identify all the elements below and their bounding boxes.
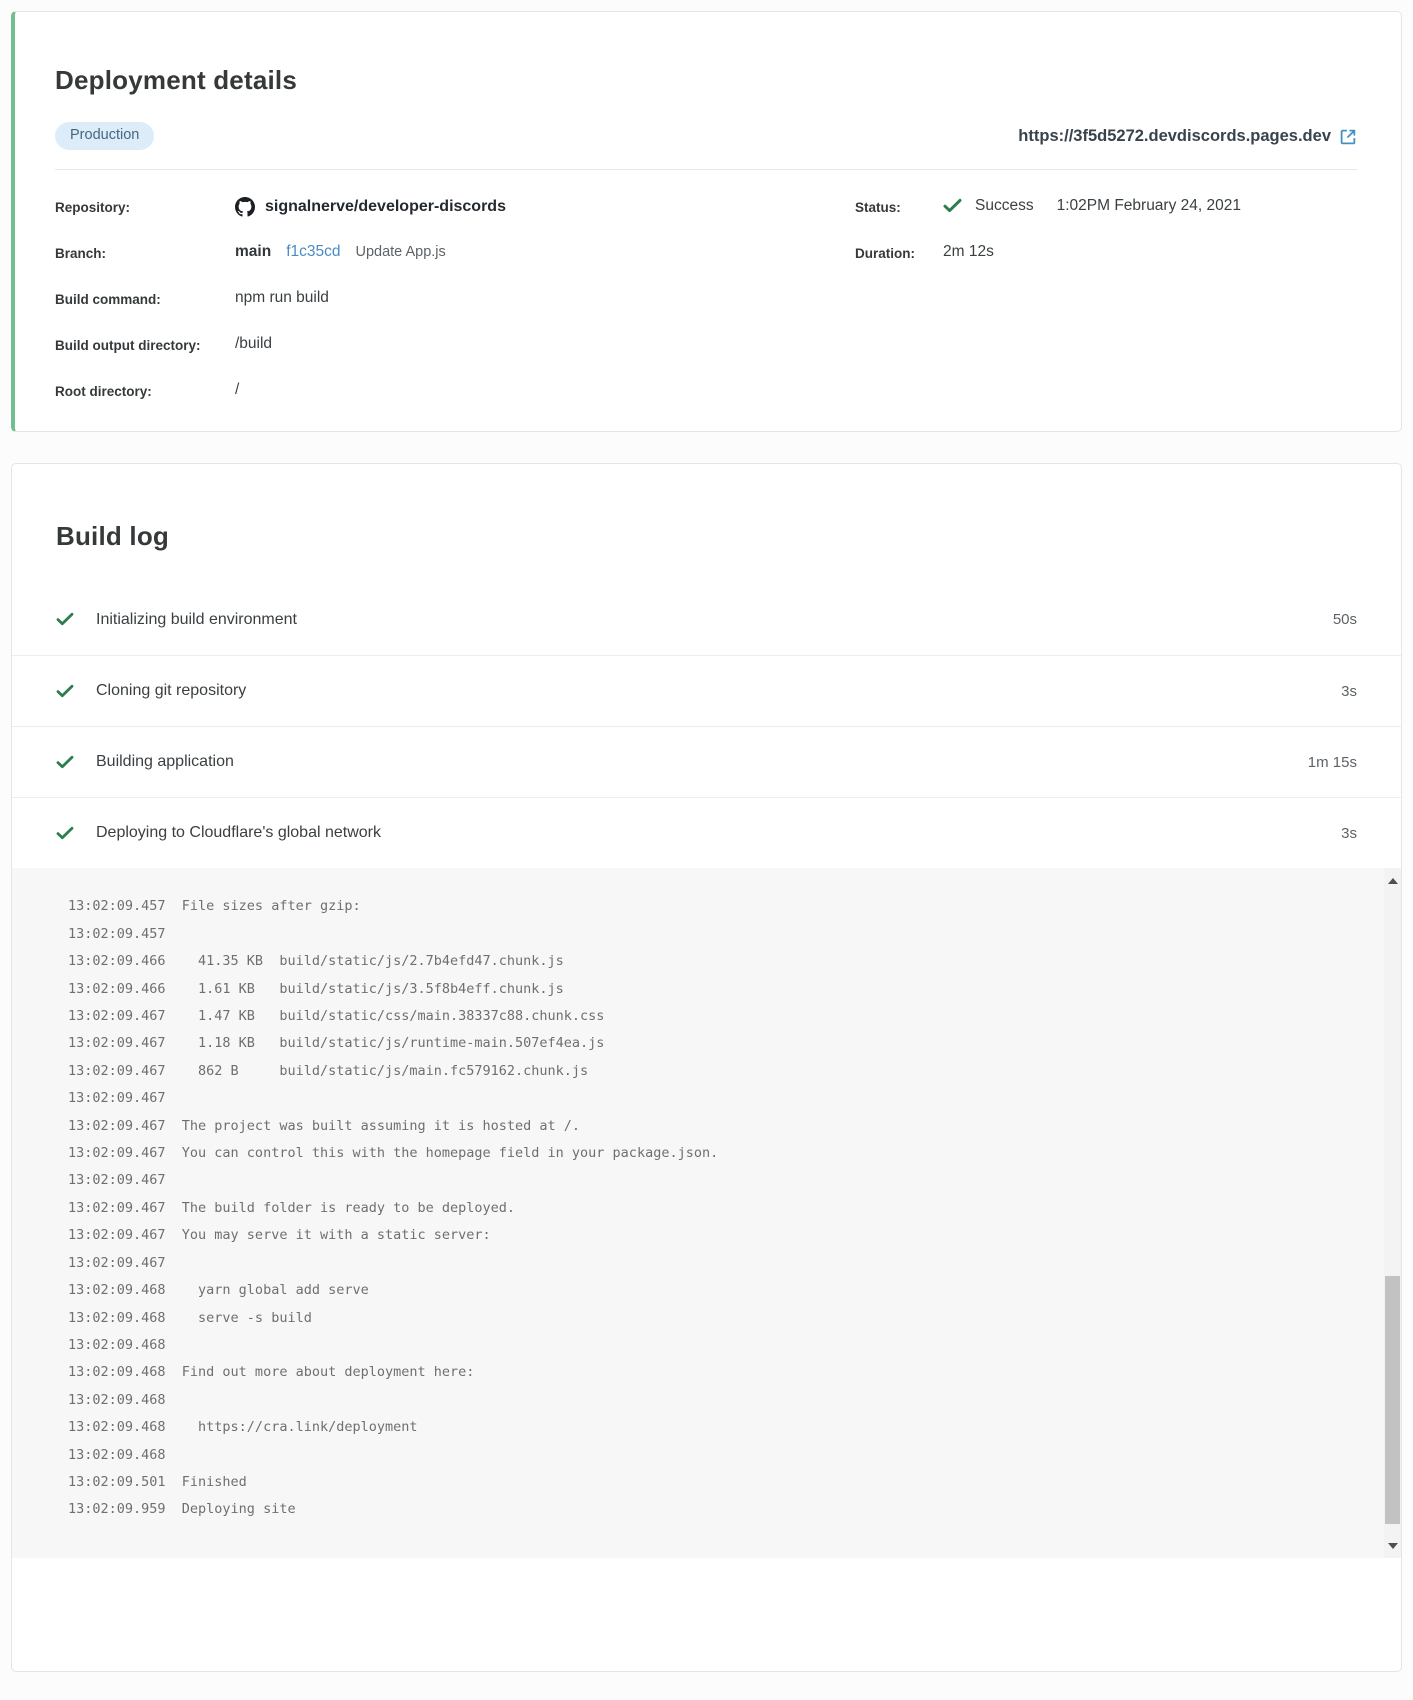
log-line: 13:02:09.467 [68,1172,166,1189]
status-row [855,197,1357,243]
build-output-directory-value: /build [235,334,273,352]
duration-row [855,243,1357,289]
branch-label: Branch: [55,245,107,261]
repository-row [55,197,855,243]
repository-name: signalnerve/developer-discords [265,197,506,215]
log-line: 13:02:09.467 You can control this with the homepage field in your package.json. [68,1145,719,1162]
scrollbar-up-arrow-icon[interactable] [1384,872,1401,889]
log-line: 13:02:09.468 [68,1391,166,1408]
repository-value [235,197,506,217]
log-line: 13:02:09.467 862 B build/static/js/main.fc579162.chunk.js [68,1062,589,1079]
build-output-directory-row [55,335,855,381]
step-check-icon [56,755,75,770]
deployment-detail-grid [55,197,1357,427]
step-label: Cloning git repository [96,682,247,700]
log-line: 13:02:09.467 1.18 KB build/static/js/runtime-main.507ef4ea.js [68,1035,605,1052]
log-line: 13:02:09.467 [68,1090,166,1107]
status-label: Status: [855,199,901,215]
step-check-icon [56,612,75,627]
build-log-lines [68,893,1341,1523]
deployment-fields-right [855,197,1357,427]
root-directory-value: / [235,380,240,398]
repository-label: Repository: [55,199,131,215]
scrollbar-down-arrow-icon[interactable] [1384,1537,1401,1554]
status-timestamp: 1:02PM February 24, 2021 [1056,196,1241,214]
build-step-row[interactable] [12,726,1401,797]
log-line: 13:02:09.467 [68,1254,166,1271]
log-line: 13:02:09.468 https://cra.link/deployment [68,1419,418,1436]
log-line: 13:02:09.959 Deploying site [68,1501,296,1518]
step-duration: 3s [1341,824,1357,842]
build-step-row[interactable] [12,797,1401,868]
build-command-value: npm run build [235,288,329,306]
log-line: 13:02:09.466 41.35 KB build/static/js/2.7b4efd47.chunk.js [68,953,564,970]
step-duration: 1m 15s [1307,753,1357,771]
commit-message: Update App.js [355,243,446,260]
build-command-row [55,289,855,335]
log-line: 13:02:09.468 [68,1336,166,1353]
deployment-details-card [11,11,1402,432]
branch-name: main [235,242,272,260]
step-duration: 3s [1341,682,1357,700]
step-check-icon [56,684,75,699]
log-line: 13:02:09.467 The build folder is ready to be deployed. [68,1199,516,1216]
status-text: Success [975,196,1034,214]
log-scrollbar[interactable] [1384,868,1401,1558]
log-line: 13:02:09.467 You may serve it with a static server: [68,1227,491,1244]
duration-label: Duration: [855,245,915,261]
scrollbar-thumb[interactable] [1385,1276,1400,1524]
branch-value [235,243,446,261]
branch-row [55,243,855,289]
external-link-icon [1340,128,1357,145]
root-directory-label: Root directory: [55,383,152,399]
log-line: 13:02:09.468 Find out more about deployment here: [68,1364,475,1381]
build-log-console[interactable] [12,868,1401,1558]
commit-hash-link[interactable]: f1c35cd [286,242,341,260]
log-line: 13:02:09.466 1.61 KB build/static/js/3.5f8b4eff.chunk.js [68,980,564,997]
log-line: 13:02:09.468 [68,1446,166,1463]
deployment-url-text: https://3f5d5272.devdiscords.pages.dev [1018,126,1331,145]
status-value [943,197,1241,215]
log-line: 13:02:09.457 File sizes after gzip: [68,898,361,915]
duration-value: 2m 12s [943,242,994,260]
deployment-url-link[interactable] [1018,127,1357,146]
build-command-label: Build command: [55,291,161,307]
deployment-divider [55,169,1357,170]
deployment-details-title: Deployment details [55,65,297,96]
deployment-meta-row [55,122,1357,150]
log-line: 13:02:09.468 serve -s build [68,1309,312,1326]
log-line: 13:02:09.467 1.47 KB build/static/css/main.38337c88.chunk.css [68,1008,605,1025]
step-check-icon [56,826,75,841]
log-line: 13:02:09.501 Finished [68,1473,247,1490]
build-step-row[interactable] [12,655,1401,726]
success-check-icon [943,198,962,213]
build-log-title: Build log [56,521,169,552]
github-icon [235,197,255,217]
build-steps-list [12,584,1401,868]
environment-badge: Production [55,122,154,150]
step-label: Building application [96,753,234,771]
step-label: Initializing build environment [96,610,297,628]
build-step-row[interactable] [12,584,1401,655]
log-line: 13:02:09.467 The project was built assuming it is hosted at /. [68,1117,581,1134]
step-duration: 50s [1332,611,1357,629]
log-line: 13:02:09.457 [68,925,166,942]
root-directory-row [55,381,855,427]
build-log-card [11,463,1402,1672]
deployment-fields-left [55,197,855,427]
log-line: 13:02:09.468 yarn global add serve [68,1282,369,1299]
step-label: Deploying to Cloudflare's global network [96,824,381,842]
build-output-directory-label: Build output directory: [55,337,201,353]
